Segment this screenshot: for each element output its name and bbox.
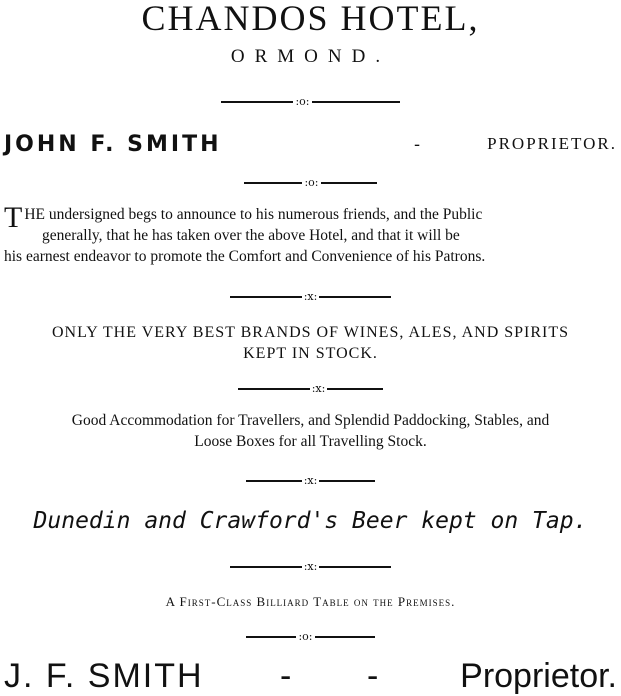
footer-signature [4,656,617,696]
announcement-line-3: his earnest endeavor to promote the Comfort and Convenience of his Patrons. [4,248,486,265]
brands-line-1: ONLY THE VERY BEST BRANDS OF WINES, ALES, AND SPIRITS [51,324,570,341]
proprietor-dash: - [414,134,421,155]
separator-1: :o: [0,95,621,109]
footer-title: Proprietor. [460,657,617,695]
separator-3: :x: [0,290,621,304]
proprietor-line [4,132,617,160]
footer-dash-2: - [367,657,379,695]
accommodation-notice [0,410,621,452]
separator-5: :x: [0,474,621,488]
proprietor-name: JOHN F. SMITH [4,132,222,157]
hotel-location: ORMOND. [230,46,391,67]
drop-cap: T [4,201,23,234]
separator-4: :x: [0,382,621,396]
billiard-notice: A First-Class Billiard Table on the Premises. [165,594,456,609]
separator-7: :o: [0,630,621,644]
separator-2: :o: [0,176,621,190]
beer-notice: Dunedin and Crawford's Beer kept on Tap. [33,508,588,534]
accommodation-line-1: Good Accommodation for Travellers, and Splendid Paddocking, Stables, and [71,412,550,429]
announcement-line-2: generally, that he has taken over the above Hotel, and that it will be [42,227,460,244]
brands-line-2: KEPT IN STOCK. [243,345,378,362]
proprietor-title: PROPRIETOR. [487,134,617,153]
announcement-line-1: HE undersigned begs to announce to his numerous friends, and the Public [24,206,483,223]
footer-dash-1: - [280,657,292,695]
hotel-title: CHANDOS HOTEL, [141,0,480,38]
footer-name: J. F. SMITH [4,657,204,695]
announcement-paragraph [4,201,618,267]
brands-notice [0,322,621,364]
accommodation-line-2: Loose Boxes for all Travelling Stock. [194,433,427,450]
separator-6: :x: [0,560,621,574]
